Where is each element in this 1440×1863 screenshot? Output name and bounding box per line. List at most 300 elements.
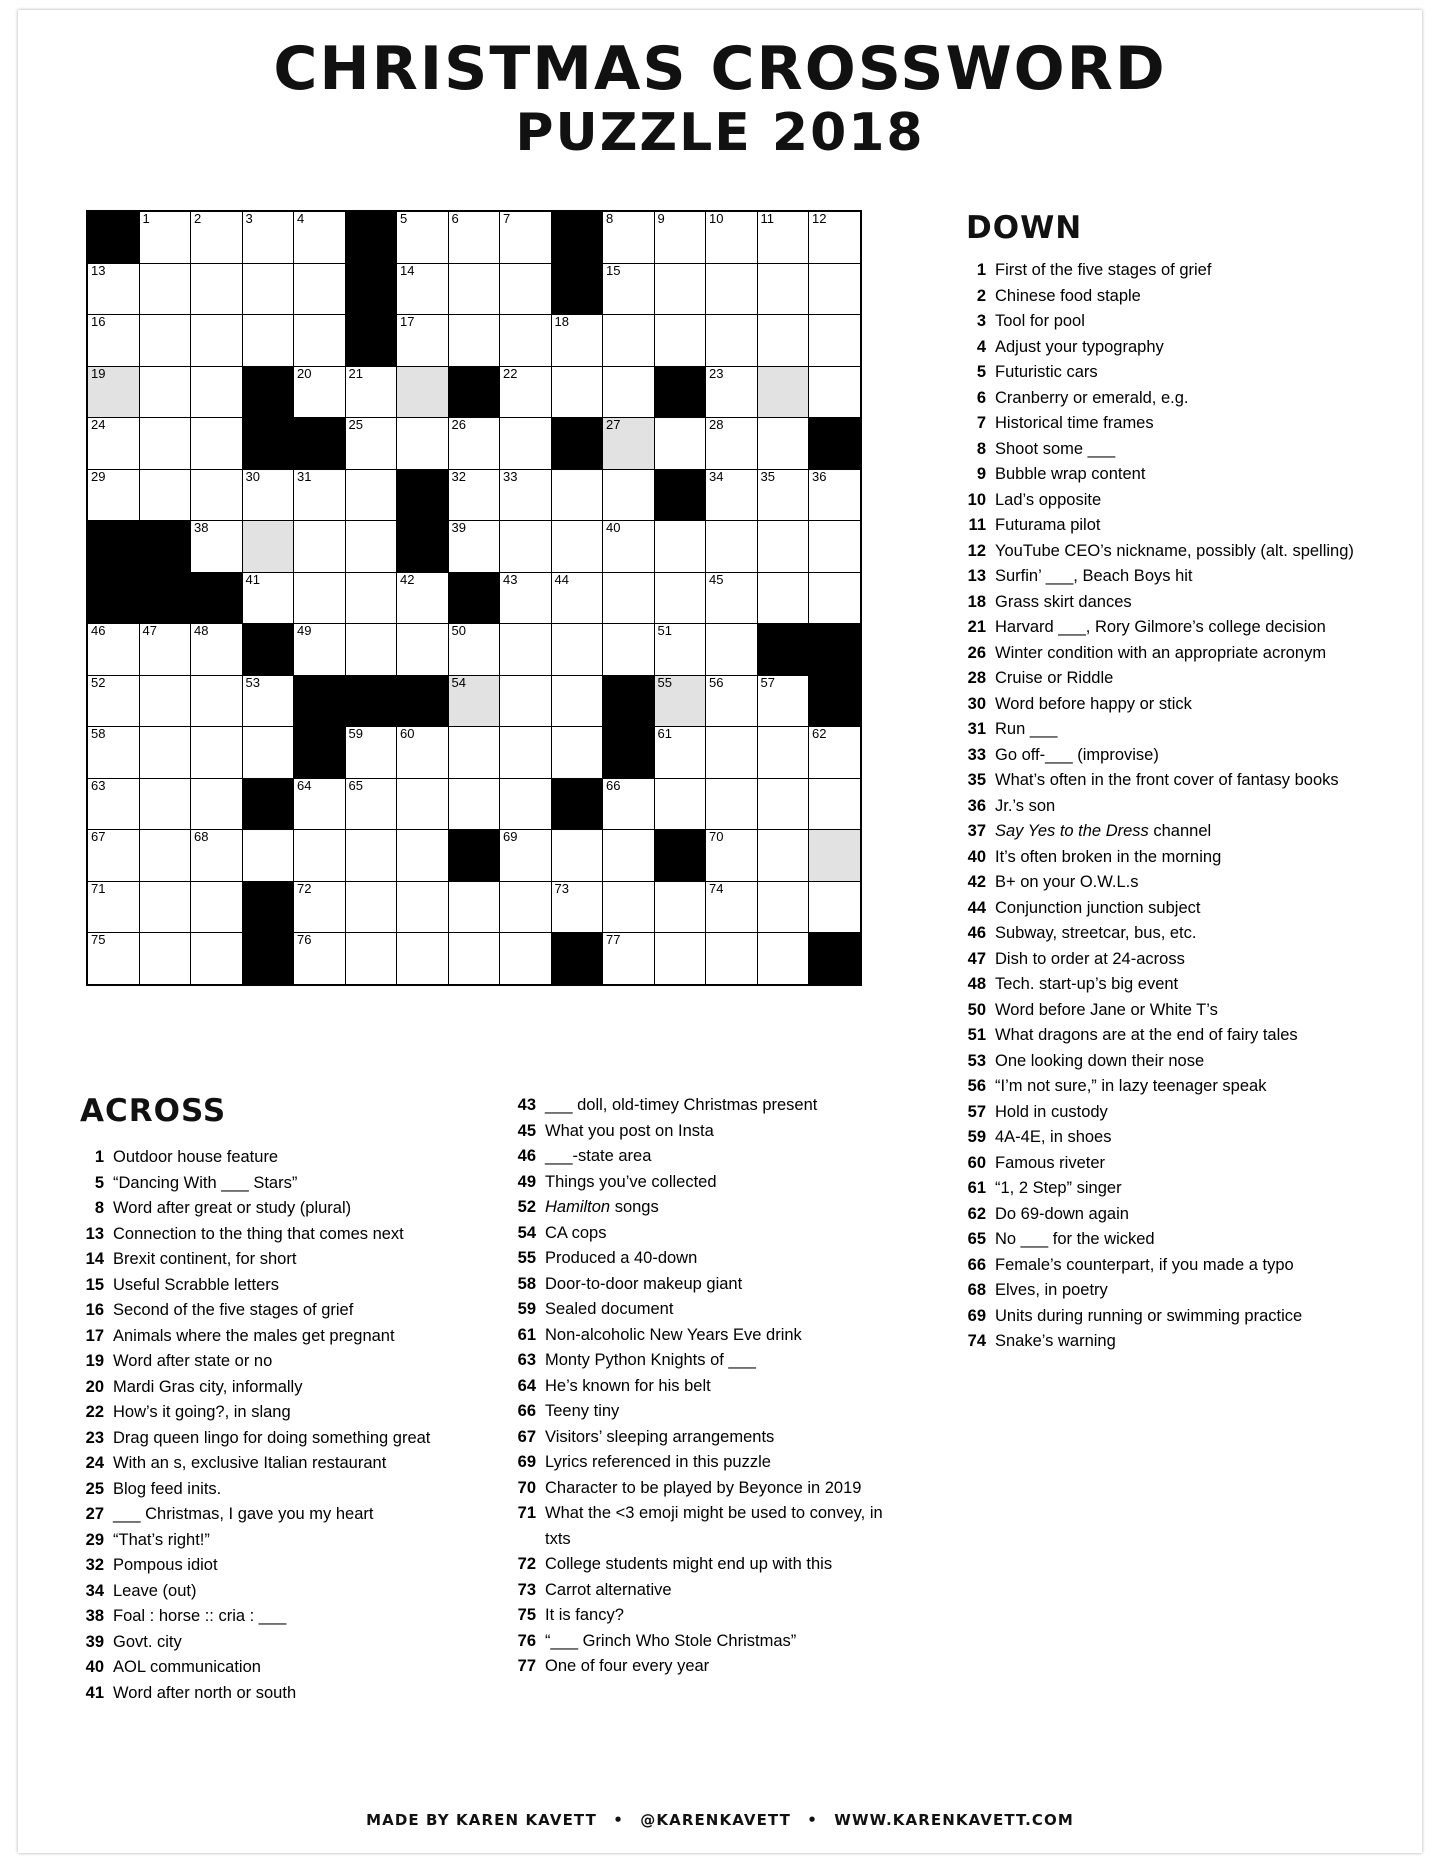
grid-cell[interactable] (706, 778, 758, 830)
grid-cell[interactable] (345, 933, 397, 985)
clue-text: “1, 2 Step” singer (995, 1179, 1122, 1197)
grid-cell[interactable] (603, 572, 655, 624)
grid-cell[interactable] (603, 469, 655, 521)
grid-cell-block (448, 830, 500, 882)
grid-cell[interactable] (448, 675, 500, 727)
grid-cell[interactable] (345, 366, 397, 418)
clue-number: 33 (967, 745, 986, 764)
crossword-grid[interactable] (86, 210, 862, 986)
grid-cell-block (551, 418, 603, 470)
clue-number: 68 (967, 1281, 986, 1299)
grid-cell[interactable] (294, 830, 346, 882)
clue-text: Do 69-down again (995, 1204, 1129, 1223)
grid-cell[interactable] (397, 933, 449, 985)
clue-text: Futuristic cars (995, 363, 1098, 381)
clue-item (958, 1151, 1378, 1177)
clue-item (508, 1425, 908, 1451)
grid-cell[interactable] (191, 263, 243, 315)
clue-item (958, 615, 1378, 641)
grid-cell[interactable] (603, 933, 655, 985)
grid-cell[interactable] (500, 830, 552, 882)
clue-text: Word before happy or stick (995, 694, 1192, 713)
clue-number: 11 (968, 516, 986, 534)
grid-cell[interactable] (294, 366, 346, 418)
grid-row (87, 521, 861, 573)
clue-text: What’s often in the front cover of fantasy books (995, 771, 1339, 789)
grid-cell[interactable] (345, 830, 397, 882)
down-clues-section (958, 210, 1378, 1355)
grid-cell[interactable] (706, 830, 758, 882)
clue-number: 46 (517, 1147, 536, 1165)
grid-cell[interactable] (191, 830, 243, 882)
clue-item (508, 1221, 908, 1247)
grid-cell[interactable] (706, 315, 758, 367)
clue-text: How’s it going?, in slang (113, 1403, 291, 1421)
grid-cell[interactable] (139, 366, 191, 418)
grid-cell[interactable] (500, 315, 552, 367)
grid-cell[interactable] (345, 469, 397, 521)
grid-cell[interactable] (294, 315, 346, 367)
grid-cell[interactable] (706, 366, 758, 418)
grid-cell[interactable] (654, 521, 706, 573)
grid-cell[interactable] (757, 211, 809, 263)
grid-cell[interactable] (139, 263, 191, 315)
clue-item (958, 666, 1378, 692)
grid-cell-number: 24 (91, 417, 106, 432)
grid-cell[interactable] (191, 727, 243, 779)
grid-cell[interactable] (397, 727, 449, 779)
grid-cell[interactable] (654, 572, 706, 624)
grid-cell[interactable] (242, 315, 294, 367)
grid-cell-block (551, 933, 603, 985)
grid-cell[interactable] (87, 675, 139, 727)
grid-cell[interactable] (809, 211, 861, 263)
grid-cell[interactable] (87, 881, 139, 933)
clue-number: 14 (85, 1250, 104, 1268)
clue-number: 34 (85, 1581, 104, 1600)
grid-cell[interactable] (551, 881, 603, 933)
clue-text: Non-alcoholic New Years Eve drink (545, 1325, 802, 1344)
grid-cell[interactable] (706, 727, 758, 779)
grid-cell[interactable] (500, 263, 552, 315)
grid-cell[interactable] (551, 624, 603, 676)
grid-cell[interactable] (757, 675, 809, 727)
grid-cell[interactable] (397, 830, 449, 882)
clue-item (76, 1655, 496, 1681)
grid-cell-number: 12 (812, 211, 827, 226)
grid-cell[interactable] (757, 778, 809, 830)
grid-cell[interactable] (706, 211, 758, 263)
clue-item (76, 1273, 496, 1299)
grid-cell[interactable] (706, 263, 758, 315)
clue-item (76, 1349, 496, 1375)
grid-cell[interactable] (294, 469, 346, 521)
grid-row (87, 315, 861, 367)
clue-text: Cranberry or emerald, e.g. (995, 388, 1189, 407)
grid-cell-number: 66 (606, 777, 621, 793)
clue-text: Tool for pool (995, 312, 1085, 330)
grid-cell-number: 23 (709, 365, 724, 381)
grid-cell[interactable] (448, 521, 500, 573)
grid-cell[interactable] (500, 521, 552, 573)
grid-cell-number: 35 (760, 468, 775, 484)
grid-cell[interactable] (757, 727, 809, 779)
clue-item (508, 1399, 908, 1425)
grid-cell-number: 45 (709, 571, 724, 587)
grid-cell[interactable] (551, 366, 603, 418)
grid-cell[interactable] (345, 418, 397, 470)
grid-cell[interactable] (87, 469, 139, 521)
grid-cell[interactable] (500, 778, 552, 830)
grid-cell[interactable] (603, 418, 655, 470)
grid-cell[interactable] (706, 521, 758, 573)
grid-cell[interactable] (500, 211, 552, 263)
grid-cell[interactable] (139, 418, 191, 470)
grid-cell[interactable] (294, 778, 346, 830)
grid-cell-block (603, 727, 655, 779)
grid-cell[interactable] (706, 469, 758, 521)
grid-cell[interactable] (139, 675, 191, 727)
grid-cell[interactable] (654, 263, 706, 315)
grid-cell[interactable] (654, 727, 706, 779)
grid-cell[interactable] (757, 418, 809, 470)
clue-text: CA cops (545, 1223, 607, 1242)
grid-cell[interactable] (448, 315, 500, 367)
grid-cell[interactable] (603, 624, 655, 676)
grid-cell-number: 18 (554, 314, 569, 329)
grid-cell[interactable] (139, 727, 191, 779)
grid-cell[interactable] (603, 881, 655, 933)
grid-cell[interactable] (500, 881, 552, 933)
grid-cell[interactable] (345, 572, 397, 624)
grid-cell[interactable] (500, 469, 552, 521)
grid-cell[interactable] (448, 418, 500, 470)
clue-item (76, 1298, 496, 1324)
clue-number: 72 (517, 1555, 536, 1573)
grid-cell[interactable] (809, 521, 861, 573)
grid-cell[interactable] (139, 211, 191, 263)
grid-cell[interactable] (809, 469, 861, 521)
grid-cell-block (603, 675, 655, 727)
grid-cell[interactable] (397, 263, 449, 315)
grid-cell[interactable] (551, 315, 603, 367)
grid-cell[interactable] (242, 469, 294, 521)
grid-cell[interactable] (809, 830, 861, 882)
grid-cell[interactable] (654, 675, 706, 727)
grid-cell[interactable] (242, 521, 294, 573)
grid-cell-block (809, 933, 861, 985)
grid-cell[interactable] (191, 778, 243, 830)
grid-cell[interactable] (191, 366, 243, 418)
grid-cell[interactable] (294, 263, 346, 315)
grid-cell[interactable] (448, 727, 500, 779)
clue-item (76, 1145, 496, 1171)
clue-text: Govt. city (113, 1632, 182, 1651)
grid-cell[interactable] (551, 521, 603, 573)
grid-cell[interactable] (500, 366, 552, 418)
grid-cell[interactable] (448, 881, 500, 933)
grid-cell[interactable] (294, 881, 346, 933)
clue-item (76, 1171, 496, 1197)
grid-cell[interactable] (294, 572, 346, 624)
grid-cell[interactable] (139, 881, 191, 933)
clue-item (508, 1603, 908, 1629)
grid-cell[interactable] (757, 366, 809, 418)
grid-cell[interactable] (654, 315, 706, 367)
grid-cell[interactable] (757, 933, 809, 985)
clue-text: Connection to the thing that comes next (113, 1224, 404, 1243)
grid-cell[interactable] (397, 366, 449, 418)
grid-cell[interactable] (809, 881, 861, 933)
grid-cell[interactable] (397, 778, 449, 830)
grid-cell[interactable] (551, 727, 603, 779)
grid-cell[interactable] (139, 624, 191, 676)
grid-cell[interactable] (294, 624, 346, 676)
grid-cell[interactable] (191, 469, 243, 521)
grid-cell[interactable] (448, 211, 500, 263)
grid-cell[interactable] (397, 418, 449, 470)
grid-cell-number: 14 (400, 262, 415, 278)
grid-cell[interactable] (706, 418, 758, 470)
clue-text: Leave (out) (113, 1581, 197, 1600)
grid-cell[interactable] (191, 521, 243, 573)
grid-cell-number: 8 (606, 211, 614, 226)
grid-cell[interactable] (551, 469, 603, 521)
clue-number: 66 (517, 1402, 536, 1420)
grid-cell[interactable] (242, 727, 294, 779)
clue-text: Tech. start-up’s big event (995, 975, 1179, 993)
grid-cell[interactable] (757, 572, 809, 624)
grid-cell[interactable] (603, 315, 655, 367)
grid-cell[interactable] (87, 263, 139, 315)
grid-cell[interactable] (757, 315, 809, 367)
grid-cell[interactable] (551, 675, 603, 727)
clue-item (76, 1502, 496, 1528)
grid-cell[interactable] (87, 315, 139, 367)
grid-cell[interactable] (654, 933, 706, 985)
clue-text: YouTube CEO’s nickname, possibly (alt. spelling) (995, 541, 1354, 560)
grid-cell[interactable] (87, 830, 139, 882)
clue-item (76, 1451, 496, 1477)
grid-cell[interactable] (242, 263, 294, 315)
clue-text: Chinese food staple (995, 286, 1141, 305)
clue-number: 16 (85, 1301, 104, 1319)
grid-cell[interactable] (242, 211, 294, 263)
grid-cell[interactable] (809, 572, 861, 624)
grid-cell[interactable] (603, 778, 655, 830)
grid-cell[interactable] (551, 830, 603, 882)
clue-item (76, 1553, 496, 1579)
grid-cell[interactable] (397, 315, 449, 367)
grid-cell[interactable] (654, 881, 706, 933)
down-clue-list (958, 258, 1378, 1355)
grid-cell[interactable] (242, 675, 294, 727)
grid-cell[interactable] (654, 778, 706, 830)
grid-cell[interactable] (87, 933, 139, 985)
grid-cell[interactable] (191, 933, 243, 985)
grid-cell-number: 52 (91, 674, 106, 690)
grid-cell[interactable] (191, 315, 243, 367)
grid-cell[interactable] (809, 727, 861, 779)
clue-number: 20 (85, 1377, 104, 1396)
clue-number: 70 (517, 1478, 536, 1497)
grid-cell[interactable] (603, 263, 655, 315)
grid-cell-number: 2 (194, 211, 202, 226)
grid-cell[interactable] (809, 263, 861, 315)
clue-text: Historical time frames (995, 414, 1154, 432)
grid-cell[interactable] (345, 521, 397, 573)
grid-cell-block (397, 675, 449, 727)
grid-cell[interactable] (191, 211, 243, 263)
grid-cell[interactable] (654, 624, 706, 676)
clue-number: 38 (85, 1607, 104, 1625)
clue-text: Mardi Gras city, informally (113, 1377, 303, 1396)
grid-cell[interactable] (397, 881, 449, 933)
clue-item (958, 641, 1378, 667)
grid-cell[interactable] (139, 469, 191, 521)
grid-cell-number: 48 (194, 623, 209, 638)
grid-cell-number: 25 (348, 417, 363, 432)
grid-cell[interactable] (500, 727, 552, 779)
grid-cell-number: 56 (709, 674, 724, 690)
grid-cell[interactable] (191, 418, 243, 470)
grid-cell-number: 72 (297, 880, 312, 896)
grid-cell[interactable] (654, 211, 706, 263)
grid-cell[interactable] (345, 881, 397, 933)
clue-number: 1 (976, 261, 986, 279)
grid-cell[interactable] (706, 881, 758, 933)
grid-cell[interactable] (551, 572, 603, 624)
clue-item (958, 743, 1378, 769)
grid-cell[interactable] (191, 881, 243, 933)
grid-cell[interactable] (87, 366, 139, 418)
clue-item (958, 717, 1378, 743)
clue-number: 56 (967, 1077, 986, 1095)
grid-cell-block (294, 675, 346, 727)
grid-cell-number: 4 (297, 211, 305, 226)
grid-cell[interactable] (757, 881, 809, 933)
clue-text: Produced a 40-down (545, 1249, 698, 1267)
grid-cell[interactable] (603, 211, 655, 263)
grid-cell[interactable] (345, 727, 397, 779)
grid-cell-number: 59 (348, 726, 363, 741)
grid-cell[interactable] (397, 624, 449, 676)
clue-text: Conjunction junction subject (995, 898, 1201, 917)
clue-item (76, 1196, 496, 1222)
grid-cell[interactable] (500, 933, 552, 985)
grid-cell[interactable] (242, 572, 294, 624)
grid-row (87, 366, 861, 418)
grid-cell[interactable] (809, 366, 861, 418)
grid-cell-block (448, 572, 500, 624)
clue-text: Character to be played by Beyonce in 2019 (545, 1478, 862, 1497)
grid-cell[interactable] (448, 933, 500, 985)
clue-number: 5 (976, 363, 986, 381)
clue-text: Winter condition with an appropriate acronym (995, 643, 1327, 662)
grid-cell[interactable] (242, 830, 294, 882)
footer-made-by: MADE BY KAREN KAVETT (366, 1811, 597, 1829)
grid-cell-block (654, 830, 706, 882)
grid-cell[interactable] (294, 521, 346, 573)
grid-cell[interactable] (87, 624, 139, 676)
grid-cell[interactable] (809, 778, 861, 830)
grid-cell[interactable] (139, 933, 191, 985)
grid-cell-number: 29 (91, 468, 106, 484)
grid-cell[interactable] (87, 778, 139, 830)
clue-item (76, 1528, 496, 1554)
clue-text: Snake’s warning (995, 1332, 1116, 1350)
grid-cell[interactable] (191, 624, 243, 676)
clue-number: 13 (85, 1224, 104, 1243)
grid-cell[interactable] (139, 778, 191, 830)
grid-cell[interactable] (87, 418, 139, 470)
grid-cell-number: 53 (245, 674, 260, 690)
clue-number: 58 (517, 1274, 536, 1293)
clue-item (508, 1170, 908, 1196)
grid-cell[interactable] (809, 315, 861, 367)
clue-item (508, 1195, 908, 1221)
grid-cell[interactable] (706, 572, 758, 624)
grid-cell-number: 21 (348, 365, 363, 381)
grid-cell[interactable] (757, 469, 809, 521)
grid-cell[interactable] (191, 675, 243, 727)
grid-cell[interactable] (500, 572, 552, 624)
grid-cell[interactable] (706, 675, 758, 727)
grid-cell-block (345, 211, 397, 263)
clue-number: 39 (85, 1632, 104, 1651)
grid-cell[interactable] (397, 211, 449, 263)
grid-table[interactable] (86, 210, 862, 986)
grid-row (87, 624, 861, 676)
grid-cell[interactable] (603, 366, 655, 418)
grid-cell[interactable] (757, 830, 809, 882)
grid-cell-block (757, 624, 809, 676)
clue-number: 69 (967, 1306, 986, 1325)
footer-website: WWW.KARENKAVETT.COM (834, 1811, 1074, 1829)
grid-cell[interactable] (757, 263, 809, 315)
grid-cell[interactable] (500, 418, 552, 470)
grid-cell-number: 68 (194, 829, 209, 844)
grid-cell[interactable] (500, 624, 552, 676)
grid-cell-number: 10 (709, 211, 724, 226)
grid-cell-block (191, 572, 243, 624)
grid-cell[interactable] (397, 572, 449, 624)
grid-cell[interactable] (448, 469, 500, 521)
grid-cell[interactable] (139, 830, 191, 882)
grid-cell[interactable] (757, 521, 809, 573)
grid-cell[interactable] (654, 418, 706, 470)
grid-cell[interactable] (706, 933, 758, 985)
grid-cell[interactable] (87, 727, 139, 779)
grid-cell[interactable] (448, 778, 500, 830)
grid-cell[interactable] (294, 211, 346, 263)
grid-cell[interactable] (448, 263, 500, 315)
grid-cell[interactable] (706, 624, 758, 676)
grid-cell[interactable] (139, 315, 191, 367)
grid-cell[interactable] (294, 933, 346, 985)
grid-cell[interactable] (603, 830, 655, 882)
clue-item (508, 1119, 908, 1145)
clue-text: With an s, exclusive Italian restaurant (113, 1454, 387, 1472)
grid-cell[interactable] (448, 624, 500, 676)
grid-cell[interactable] (603, 521, 655, 573)
grid-cell[interactable] (345, 778, 397, 830)
grid-cell[interactable] (345, 624, 397, 676)
clue-item (958, 896, 1378, 922)
clue-item (508, 1501, 908, 1552)
grid-cell[interactable] (500, 675, 552, 727)
clue-number: 54 (517, 1223, 536, 1242)
